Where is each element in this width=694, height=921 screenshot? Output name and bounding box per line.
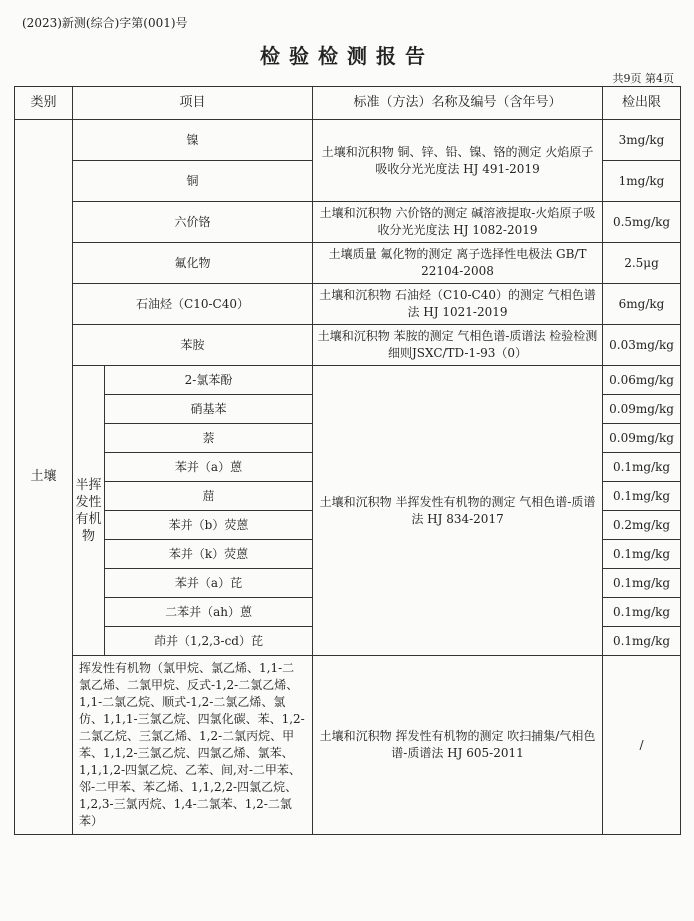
table-row bbox=[15, 325, 681, 366]
limit-cell: 0.06mg/kg bbox=[603, 366, 681, 395]
limit-cell: 0.1mg/kg bbox=[603, 482, 681, 511]
col-header-standard: 标准（方法）名称及编号（含年号） bbox=[313, 87, 603, 120]
standard-cell: 土壤和沉积物 六价铬的测定 碱溶液提取-火焰原子吸收分光光度法 HJ 1082-2019 bbox=[313, 202, 603, 243]
item-cell: 二苯并（ah）蒽 bbox=[105, 598, 313, 627]
limit-cell: 0.5mg/kg bbox=[603, 202, 681, 243]
limit-cell: 0.1mg/kg bbox=[603, 540, 681, 569]
table-row bbox=[15, 120, 681, 161]
limit-cell: 0.1mg/kg bbox=[603, 569, 681, 598]
standard-cell: 土壤和沉积物 苯胺的测定 气相色谱-质谱法 检验检测细则JSXC/TD-1-93（0） bbox=[313, 325, 603, 366]
item-cell: 茚并（1,2,3-cd）芘 bbox=[105, 627, 313, 656]
limit-cell: 0.09mg/kg bbox=[603, 395, 681, 424]
report-title: 检验检测报告 bbox=[260, 44, 434, 68]
limit-cell: 0.09mg/kg bbox=[603, 424, 681, 453]
item-cell: 萘 bbox=[105, 424, 313, 453]
svoc-group-label: 半挥发性有机物 bbox=[75, 477, 102, 544]
detection-table bbox=[14, 86, 681, 835]
item-cell: 苯并（k）荧蒽 bbox=[105, 540, 313, 569]
table-row bbox=[15, 656, 681, 835]
limit-cell: 3mg/kg bbox=[603, 120, 681, 161]
col-header-limit: 检出限 bbox=[603, 87, 681, 120]
item-cell: 石油烃（C10-C40） bbox=[73, 284, 313, 325]
limit-cell: 2.5μg bbox=[603, 243, 681, 284]
table-row bbox=[15, 366, 681, 395]
svoc-group-cell bbox=[73, 366, 105, 656]
item-cell: 六价铬 bbox=[73, 202, 313, 243]
item-cell: 苯并（a）蒽 bbox=[105, 453, 313, 482]
page-info: 共9页 第4页 bbox=[612, 72, 674, 85]
standard-cell: 土壤质量 氟化物的测定 离子选择性电极法 GB/T 22104-2008 bbox=[313, 243, 603, 284]
document-number: (2023)新测(综合)字第(001)号 bbox=[22, 16, 188, 30]
voc-item-cell: 挥发性有机物（氯甲烷、氯乙烯、1,1-二氯乙烯、二氯甲烷、反式-1,2-二氯乙烯、1,1-二氯乙烷、顺式-1,2-二氯乙烯、氯仿、1,1,1-三氯乙烷、四氯化碳、苯、1,2-二氯乙烷、三氯乙烯、1,2-二氯丙烷、甲苯、1,1,2-三氯乙烷、四氯乙烯、氯苯、1,1,1,2-四氯乙烷、乙苯、间,对-二甲苯、邻-二甲苯、苯乙烯、1,1,2,2-四氯乙烷、1,2,3-三氯丙烷、1,4-二氯苯、1,2-二氯苯） bbox=[73, 656, 313, 835]
limit-cell: 1mg/kg bbox=[603, 161, 681, 202]
table-row bbox=[15, 243, 681, 284]
item-cell: 氟化物 bbox=[73, 243, 313, 284]
table-row bbox=[15, 202, 681, 243]
limit-cell: 0.1mg/kg bbox=[603, 453, 681, 482]
limit-cell: 0.1mg/kg bbox=[603, 627, 681, 656]
item-cell: 䓛 bbox=[105, 482, 313, 511]
item-cell: 2-氯苯酚 bbox=[105, 366, 313, 395]
standard-cell: 土壤和沉积物 半挥发性有机物的测定 气相色谱-质谱法 HJ 834-2017 bbox=[313, 366, 603, 656]
category-cell: 土壤 bbox=[15, 120, 73, 835]
standard-cell: 土壤和沉积物 石油烃（C10-C40）的测定 气相色谱法 HJ 1021-2019 bbox=[313, 284, 603, 325]
limit-cell: 0.2mg/kg bbox=[603, 511, 681, 540]
item-cell: 镍 bbox=[73, 120, 313, 161]
item-cell: 苯并（b）荧蒽 bbox=[105, 511, 313, 540]
item-cell: 硝基苯 bbox=[105, 395, 313, 424]
item-cell: 铜 bbox=[73, 161, 313, 202]
col-header-category: 类别 bbox=[15, 87, 73, 120]
limit-cell: 0.1mg/kg bbox=[603, 598, 681, 627]
col-header-item: 项目 bbox=[73, 87, 313, 120]
limit-cell: / bbox=[603, 656, 681, 835]
item-cell: 苯并（a）芘 bbox=[105, 569, 313, 598]
item-cell: 苯胺 bbox=[73, 325, 313, 366]
limit-cell: 6mg/kg bbox=[603, 284, 681, 325]
standard-cell: 土壤和沉积物 挥发性有机物的测定 吹扫捕集/气相色谱-质谱法 HJ 605-2011 bbox=[313, 656, 603, 835]
table-row bbox=[15, 284, 681, 325]
limit-cell: 0.03mg/kg bbox=[603, 325, 681, 366]
table-header-row bbox=[15, 87, 681, 120]
standard-cell: 土壤和沉积物 铜、锌、铅、镍、铬的测定 火焰原子吸收分光光度法 HJ 491-2019 bbox=[313, 120, 603, 202]
